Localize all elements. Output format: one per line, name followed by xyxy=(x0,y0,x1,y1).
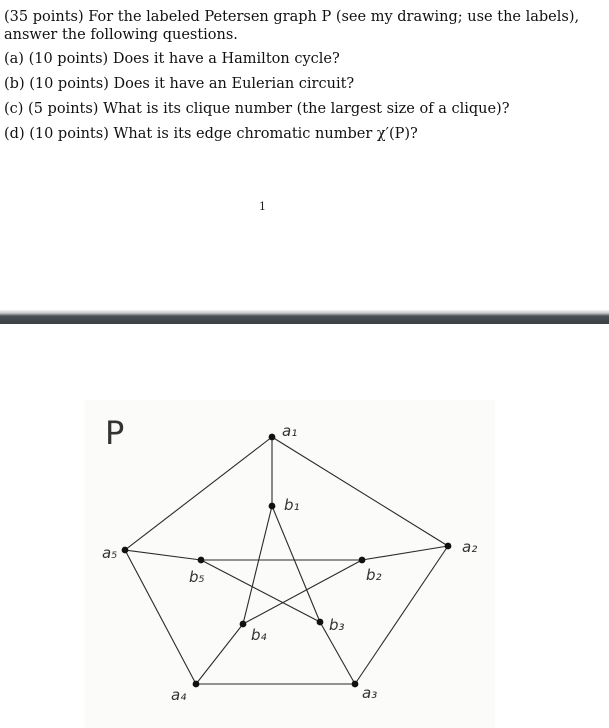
problem-intro: (35 points) For the labeled Petersen graph P (see my drawing; use the labels), answer the following questions. xyxy=(4,9,580,43)
question-c xyxy=(4,100,604,118)
vertex-a4 xyxy=(193,681,200,688)
question-label: (b) xyxy=(4,76,25,92)
question-points: (10 points) xyxy=(29,126,109,142)
graph-edges xyxy=(125,437,448,684)
edge-b1-b4 xyxy=(243,506,272,624)
vertex-labels xyxy=(102,414,477,704)
vertex-b3 xyxy=(317,619,324,626)
label-b1: b₁ xyxy=(284,496,300,514)
edge-a5-a1 xyxy=(125,437,272,550)
vertex-a3 xyxy=(352,681,359,688)
edge-a2-b2 xyxy=(362,546,448,560)
question-a xyxy=(4,50,604,68)
label-b3: b₃ xyxy=(329,616,345,634)
label-a2: a₂ xyxy=(462,538,478,556)
vertex-b4 xyxy=(240,621,247,628)
vertex-b5 xyxy=(198,557,205,564)
vertex-b1 xyxy=(269,503,276,510)
graph-title: P xyxy=(105,414,125,452)
edge-b5-b3 xyxy=(201,560,320,622)
question-points: (10 points) xyxy=(29,76,109,92)
question-label: (c) xyxy=(4,101,24,117)
question-d xyxy=(4,125,604,143)
vertex-a1 xyxy=(269,434,276,441)
question-points: (5 points) xyxy=(28,101,99,117)
label-b5: b₅ xyxy=(189,568,205,586)
vertex-b2 xyxy=(359,557,366,564)
edge-a4-a5 xyxy=(125,550,196,684)
question-text: What is its edge chromatic number χ′(P)? xyxy=(113,126,418,142)
question-b xyxy=(4,75,604,93)
label-a3: a₃ xyxy=(362,684,378,702)
label-a5: a₅ xyxy=(102,544,118,562)
vertex-a2 xyxy=(445,543,452,550)
page-number: 1 xyxy=(259,200,266,213)
label-b4: b₄ xyxy=(251,626,267,644)
question-text: Does it have an Eulerian circuit? xyxy=(113,76,355,92)
label-b2: b₂ xyxy=(366,566,382,584)
page-separator xyxy=(0,310,609,324)
question-label: (a) xyxy=(4,51,24,67)
graph-svg xyxy=(85,400,495,728)
edge-b2-b4 xyxy=(243,560,362,624)
question-label: (d) xyxy=(4,126,25,142)
question-text: What is its clique number (the largest size of a clique)? xyxy=(103,101,510,117)
question-text: Does it have a Hamilton cycle? xyxy=(112,51,340,67)
petersen-graph-drawing xyxy=(85,400,495,728)
edge-a4-b4 xyxy=(196,624,243,684)
problem-statement xyxy=(4,8,604,150)
edge-a5-b5 xyxy=(125,550,201,560)
label-a4: a₄ xyxy=(171,686,187,704)
edge-a1-a2 xyxy=(272,437,448,546)
question-points: (10 points) xyxy=(28,51,109,67)
label-a1: a₁ xyxy=(282,422,298,440)
vertex-a5 xyxy=(122,547,129,554)
